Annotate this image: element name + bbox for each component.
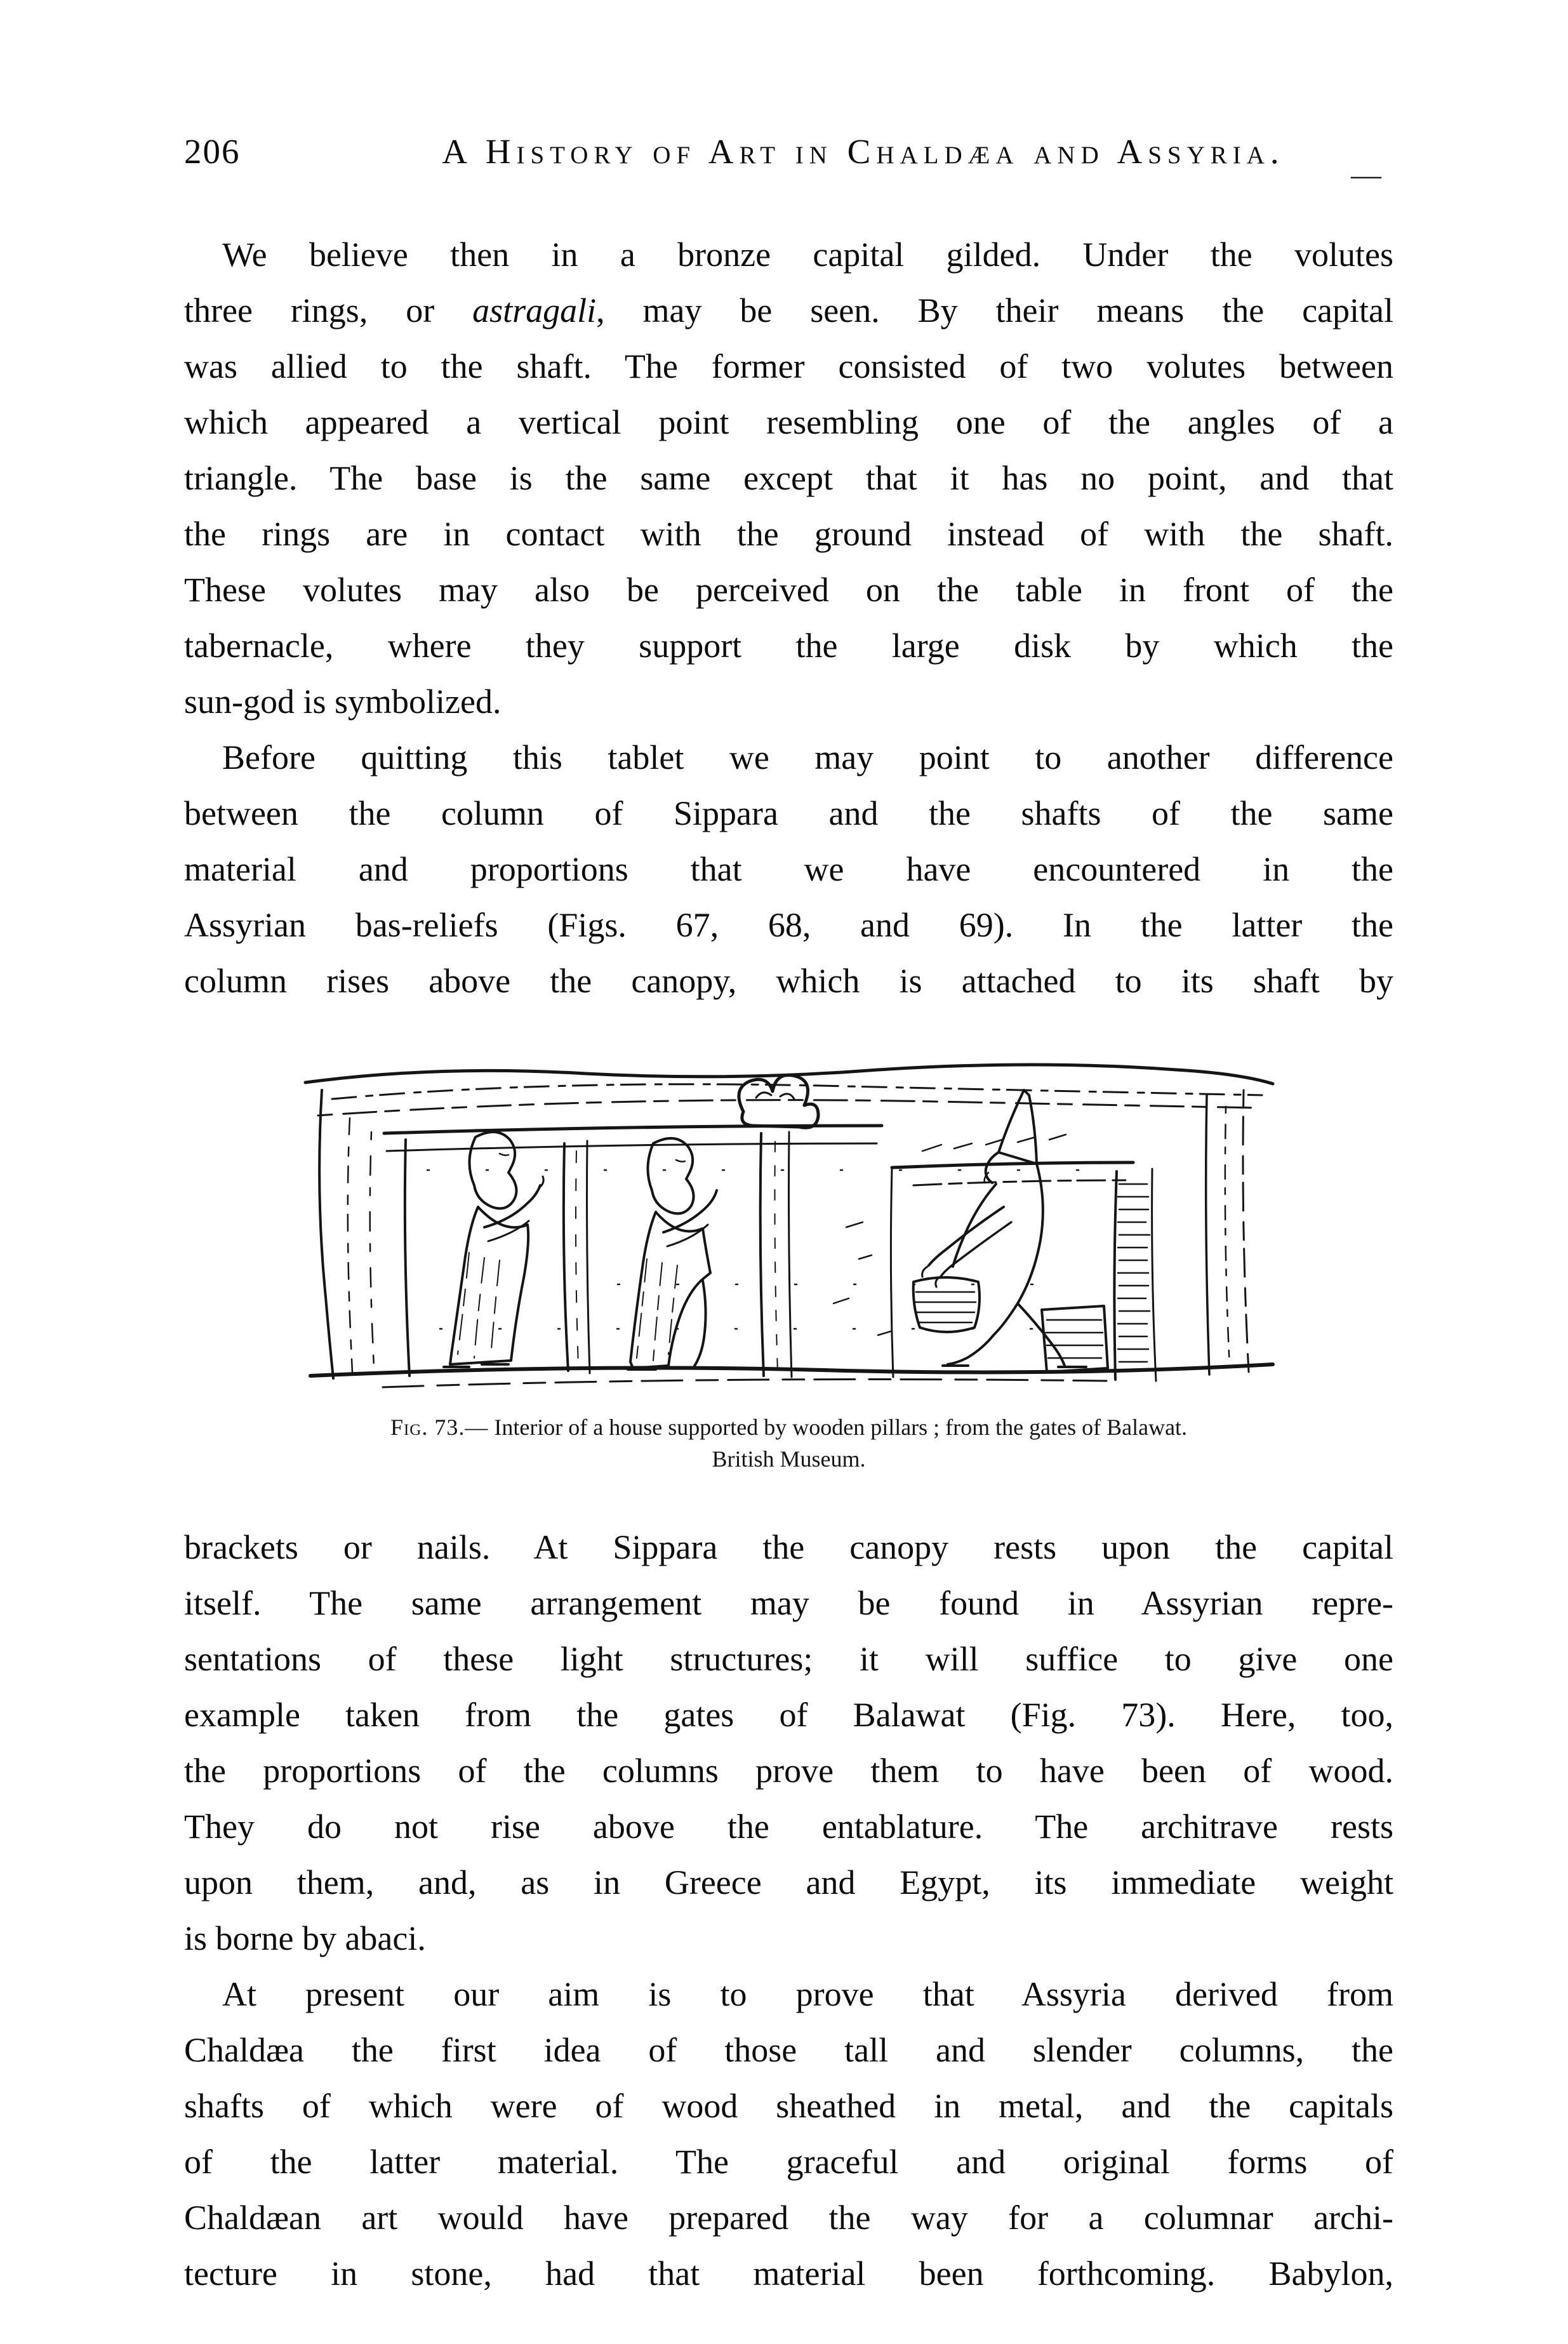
text-line: triangle. The base is the same except that it has no point, and that (184, 459, 1393, 497)
text-line: Chaldæa the first idea of those tall and slender columns, the (184, 2031, 1393, 2069)
italic-term: astragali (472, 291, 597, 330)
text-line: sun-god is symbolized. (184, 683, 502, 721)
text-line: the rings are in contact with the ground instead of with the shaft. (184, 515, 1393, 553)
running-title: A History of Art in Chaldæa and Assyria. (442, 132, 1285, 171)
text-line: These volutes may also be perceived on the table in front of the (184, 571, 1393, 609)
text-line: At present our aim is to prove that Assyria derived from (222, 1975, 1393, 2013)
text-line: of the latter material. The graceful and original forms of (184, 2143, 1393, 2181)
text-line: material and proportions that we have encountered in the (184, 850, 1393, 888)
text-line: shafts of which were of wood sheathed in metal, and the capitals (184, 2087, 1393, 2125)
text-line: They do not rise above the entablature. The architrave rests (184, 1808, 1393, 1846)
text-line: is borne by abaci. (184, 1919, 426, 1957)
figure-caption-line1 (184, 1411, 1393, 1443)
text-line: sentations of these light structures; it will suffice to give one (184, 1640, 1393, 1678)
text-line: tecture in stone, had that material been forthcoming. Babylon, (184, 2254, 1393, 2293)
text-line: between the column of Sippara and the shafts of the same (184, 794, 1393, 832)
text-line: tabernacle, where they support the large disk by which the (184, 627, 1393, 665)
text-run: , may be seen. By their means the capital (596, 291, 1393, 330)
paragraph-3 (184, 1966, 1393, 2301)
text-run: three rings, or (184, 291, 473, 330)
figure-73 (184, 1037, 1393, 1475)
text-line: upon them, and, as in Greece and Egypt, its immediate weight (184, 1863, 1393, 1901)
paragraph-1 (184, 227, 1393, 729)
paragraph-2-continued (184, 1519, 1393, 1966)
text-line (184, 283, 1393, 338)
text-line: Before quitting this tablet we may point to another difference (222, 738, 1393, 776)
figure-caption-line2: British Museum. (712, 1446, 866, 1472)
text-line: was allied to the shaft. The former consisted of two volutes between (184, 347, 1393, 385)
page-number: 206 (184, 132, 241, 171)
paragraph-2 (184, 729, 1393, 1009)
text-line: example taken from the gates of Balawat (Fig. 73). Here, too, (184, 1696, 1393, 1734)
margin-mark: — (1351, 158, 1381, 192)
text-line: We believe then in a bronze capital gilded. Under the volutes (222, 236, 1393, 274)
figure-caption-text: Interior of a house supported by wooden pillars ; from the gates of Balawat. (494, 1415, 1188, 1440)
text-line: Chaldæan art would have prepared the way for a columnar archi- (184, 2199, 1393, 2237)
text-line: the proportions of the columns prove them to have been of wood. (184, 1752, 1393, 1790)
text-line: which appeared a vertical point resembling one of the angles of a (184, 403, 1393, 441)
text-line: itself. The same arrangement may be found in Assyrian repre- (184, 1584, 1393, 1622)
figure-label: Fig. 73.— (390, 1415, 489, 1440)
page-header (184, 124, 1393, 180)
page-content (184, 124, 1393, 2301)
text-line: Assyrian bas-reliefs (Figs. 67, 68, and 69). In the latter the (184, 906, 1393, 944)
figure-caption (184, 1411, 1393, 1475)
text-line: brackets or nails. At Sippara the canopy rests upon the capital (184, 1528, 1393, 1566)
figure-73-engraving (288, 1037, 1291, 1392)
text-line: column rises above the canopy, which is attached to its shaft by (184, 962, 1393, 1000)
